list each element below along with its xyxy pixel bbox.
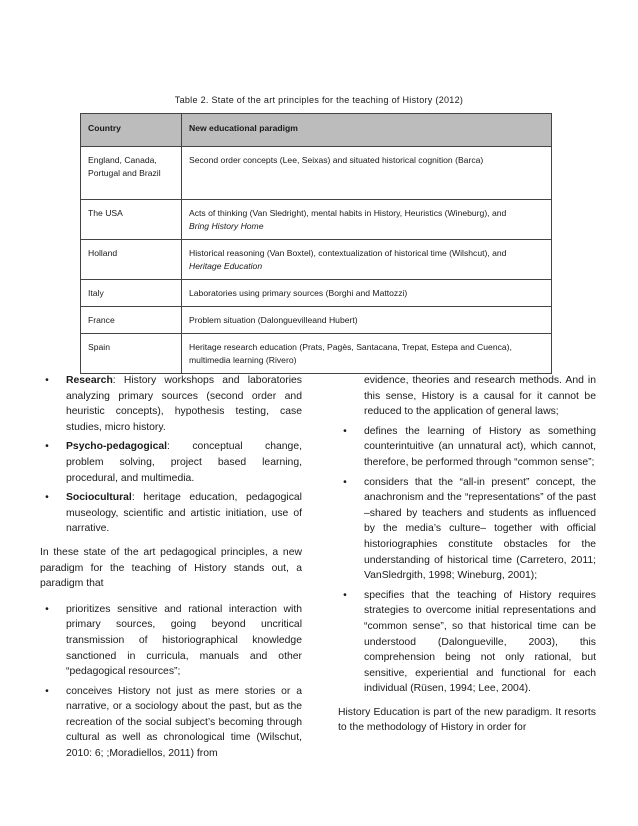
table-row bbox=[81, 240, 552, 280]
cell-country: England, Canada, Portugal and Brazil bbox=[81, 147, 182, 200]
bullet-icon: • bbox=[45, 441, 49, 453]
cell-paradigm bbox=[182, 147, 552, 200]
cell-country: Holland bbox=[81, 240, 182, 280]
cell-paradigm bbox=[182, 307, 552, 334]
paradigm-table bbox=[80, 113, 552, 374]
table-row bbox=[81, 200, 552, 240]
bullet-icon: • bbox=[343, 476, 347, 488]
list-item bbox=[338, 424, 596, 471]
left-column bbox=[40, 373, 302, 766]
paradigm-list-cont bbox=[338, 424, 596, 697]
cell-country: France bbox=[81, 307, 182, 334]
header-paradigm: New educational paradigm bbox=[182, 114, 552, 147]
cell-paradigm bbox=[182, 240, 552, 280]
item-text: prioritizes sensitive and rational interaction with primary sources, going beyond uncritical transmission of historiographical knowledge sanctioned in curricula, manuals and other “pedagogical resources”; bbox=[66, 603, 302, 678]
item-text: specifies that the teaching of History requires strategies to overcome initial representations and “common sense”, so that historical time can be understood (Dalongueville, 2003), this comprehension being not only rational, but sensitive, experiential and functional for each individual (Rüsen, 1994; Lee, 2004). bbox=[364, 589, 596, 695]
bullet-icon: • bbox=[45, 492, 49, 504]
item-text: defines the learning of History as something counterintuitive (an unnatural act), which cannot, therefore, be performed through “common sense”; bbox=[364, 425, 596, 468]
list-item bbox=[40, 490, 302, 537]
cell-paradigm bbox=[182, 334, 552, 374]
table-caption: Table 2. State of the art principles for the teaching of History (2012) bbox=[174, 95, 464, 105]
term-label: Sociocultural bbox=[66, 492, 132, 504]
table-row bbox=[81, 307, 552, 334]
bullet-icon: • bbox=[45, 685, 49, 697]
body-paragraph: In these state of the art pedagogical principles, a new paradigm for the teaching of History stands out, a paradigm that bbox=[40, 546, 302, 590]
right-column bbox=[338, 373, 596, 746]
item-text: considers that the “all-in present” concept, the anachronism and the “representations” of the past –shared by teachers and students as influenced by the media’s culture– together with official historiographies constitute obstacles for the understanding of historical time (Carretero, 2011; VanSledrgith, 1998; Wineburg, 2001); bbox=[364, 476, 596, 582]
term-label: Research bbox=[66, 375, 113, 386]
paradigm-text: Second order concepts (Lee, Seixas) and situated historical cognition (Barca) bbox=[189, 155, 484, 165]
term-text: : conceptual change, problem solving, project based learning, procedural, and multimedia. bbox=[66, 441, 302, 484]
list-item bbox=[40, 602, 302, 680]
paradigm-text: Historical reasoning (Van Boxtel), contextualization of historical time (Wilshcut), and bbox=[189, 248, 507, 258]
paradigm-text: Heritage research education (Prats, Pagès, Santacana, Trepat, Estepa and Cuenca), multimedia learning (Rivero) bbox=[189, 342, 512, 365]
paradigm-italic: Bring History Home bbox=[189, 221, 264, 231]
table-row bbox=[81, 334, 552, 374]
bullet-icon: • bbox=[45, 603, 49, 615]
list-item bbox=[40, 439, 302, 486]
paradigm-list bbox=[40, 602, 302, 762]
header-country: Country bbox=[81, 114, 182, 147]
continuation-text: evidence, theories and research methods. And in this sense, History is a causal for it cannot be reduced to the application of general laws; bbox=[364, 375, 596, 418]
cell-paradigm bbox=[182, 280, 552, 307]
item-text: conceives History not just as mere stories or a narrative, or a sociology about the past, but as the recreation of the social subject’s becoming through cultural as well as chronological time (Wilschut, 2010: 6; ;Moradiellos, 2011) from bbox=[66, 685, 302, 760]
table-row bbox=[81, 147, 552, 200]
paradigm-text: Problem situation (Dalonguevilleand Hubert) bbox=[189, 315, 358, 325]
paradigm-text: Laboratories using primary sources (Borghi and Mattozzi) bbox=[189, 288, 408, 298]
list-item bbox=[338, 588, 596, 697]
list-item bbox=[40, 373, 302, 435]
term-text: : History workshops and laboratories analyzing primary sources (second order and heuristic concepts), hypothesis testing, case studies, micro history. bbox=[66, 375, 302, 433]
list-item bbox=[40, 684, 302, 762]
bullet-icon: • bbox=[343, 589, 347, 601]
paradigm-italic: Heritage Education bbox=[189, 261, 263, 271]
table-row bbox=[81, 280, 552, 307]
approach-list bbox=[40, 373, 302, 537]
list-item bbox=[338, 475, 596, 584]
cell-country: Spain bbox=[81, 334, 182, 374]
term-text: : heritage education, pedagogical museology, scientific and artistic initiation, use of narrative. bbox=[66, 492, 302, 535]
cell-country: Italy bbox=[81, 280, 182, 307]
body-paragraph: History Education is part of the new paradigm. It resorts to the methodology of History in order for bbox=[338, 706, 596, 734]
paradigm-text: Acts of thinking (Van Sledright), mental habits in History, Heuristics (Wineburg), and bbox=[189, 208, 507, 218]
bullet-icon: • bbox=[343, 425, 347, 437]
cell-paradigm bbox=[182, 200, 552, 240]
bullet-icon: • bbox=[45, 375, 49, 386]
table-header-row bbox=[81, 114, 552, 147]
term-label: Psycho-pedagogical bbox=[66, 441, 168, 453]
cell-country: The USA bbox=[81, 200, 182, 240]
